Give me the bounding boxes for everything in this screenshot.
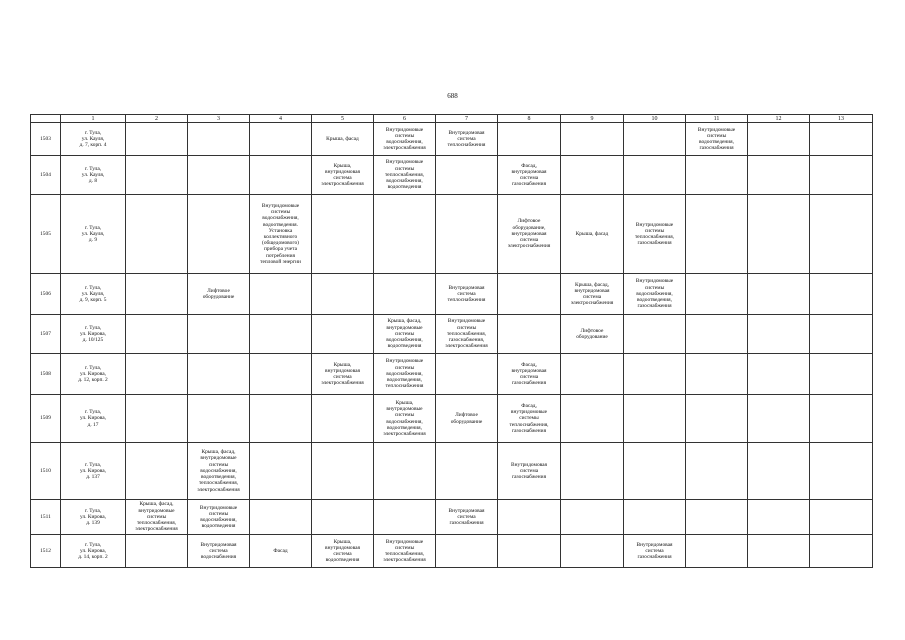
table-row bbox=[31, 395, 873, 443]
page-number: 688 bbox=[447, 92, 458, 100]
table-cell bbox=[188, 195, 250, 274]
table-cell bbox=[561, 500, 624, 535]
table-cell bbox=[498, 123, 561, 156]
table-cell bbox=[126, 274, 188, 315]
table-cell bbox=[748, 123, 810, 156]
table-cell bbox=[686, 500, 748, 535]
table-cell bbox=[312, 315, 374, 354]
table-cell: Внутридомовая система газоснабжения bbox=[498, 443, 561, 500]
table-cell bbox=[686, 315, 748, 354]
table-cell bbox=[810, 315, 873, 354]
table-cell bbox=[498, 535, 561, 568]
table-cell bbox=[126, 156, 188, 195]
table-cell bbox=[748, 354, 810, 395]
table-cell: Крыша, фасад, внутридомовые системы водоснабжения, водоотведения, теплоснабжения, электроснабжения bbox=[188, 443, 250, 500]
table-cell bbox=[312, 443, 374, 500]
table-cell bbox=[810, 123, 873, 156]
table-cell bbox=[188, 395, 250, 443]
table-cell bbox=[126, 315, 188, 354]
table-cell: Внутридомовые системы водоснабжения, водоотведения, теплоснабжения bbox=[374, 354, 436, 395]
table-cell bbox=[810, 500, 873, 535]
table-cell bbox=[810, 395, 873, 443]
header-cell: 1 bbox=[61, 115, 126, 123]
table-row bbox=[31, 195, 873, 274]
table-cell bbox=[312, 500, 374, 535]
table-cell: Фасад, внутридомовая система газоснабжения bbox=[498, 156, 561, 195]
table-cell bbox=[436, 354, 498, 395]
table-cell bbox=[374, 443, 436, 500]
address-cell: г. Тула, ул. Кауля, д. 7, корп. 4 bbox=[61, 123, 126, 156]
table-cell: Фасад, внутридомовые системы теплоснабжения, газоснабжения bbox=[498, 395, 561, 443]
row-number: 1510 bbox=[31, 443, 61, 500]
table-row bbox=[31, 443, 873, 500]
table-row bbox=[31, 315, 873, 354]
table-cell bbox=[686, 354, 748, 395]
table-cell bbox=[126, 354, 188, 395]
table-cell bbox=[686, 395, 748, 443]
table-cell bbox=[436, 443, 498, 500]
table-cell bbox=[810, 274, 873, 315]
table-row bbox=[31, 156, 873, 195]
table-cell bbox=[374, 195, 436, 274]
table-cell bbox=[810, 156, 873, 195]
table-cell bbox=[250, 395, 312, 443]
table-cell bbox=[126, 195, 188, 274]
header-cell: 9 bbox=[561, 115, 624, 123]
row-number: 1512 bbox=[31, 535, 61, 568]
table-cell: Крыша, фасад bbox=[312, 123, 374, 156]
table-cell bbox=[748, 195, 810, 274]
table-cell: Внутридомовые системы теплоснабжения, электроснабжения bbox=[374, 535, 436, 568]
table-cell bbox=[498, 315, 561, 354]
table-cell: Крыша, внутридомовая система водоотведения bbox=[312, 535, 374, 568]
table-cell bbox=[686, 156, 748, 195]
table-cell bbox=[188, 354, 250, 395]
table-cell bbox=[624, 315, 686, 354]
table-cell bbox=[250, 443, 312, 500]
header-cell: 5 bbox=[312, 115, 374, 123]
table-cell bbox=[188, 315, 250, 354]
table-cell: Крыша, внутридомовые системы водоснабжения, водоотведения, электроснабжения bbox=[374, 395, 436, 443]
table-cell bbox=[188, 123, 250, 156]
table-cell: Крыша, фасад, внутридомовые системы теплоснабжения, электроснабжения bbox=[126, 500, 188, 535]
table-cell bbox=[624, 500, 686, 535]
row-number: 1507 bbox=[31, 315, 61, 354]
table-cell: Крыша, внутридомовая система электроснабжения bbox=[312, 156, 374, 195]
table-cell bbox=[748, 315, 810, 354]
address-cell: г. Тула, ул. Кирова, д. 10/125 bbox=[61, 315, 126, 354]
address-cell: г. Тула, ул. Кирова, д. 14, корп. 2 bbox=[61, 535, 126, 568]
header-cell: 10 bbox=[624, 115, 686, 123]
row-number: 1504 bbox=[31, 156, 61, 195]
header-cell: 3 bbox=[188, 115, 250, 123]
table-cell: Фасад, внутридомовая система газоснабжения bbox=[498, 354, 561, 395]
header-cell: 8 bbox=[498, 115, 561, 123]
table-cell bbox=[748, 274, 810, 315]
table-cell: Внутридомовые системы водоотведения, газоснабжения bbox=[686, 123, 748, 156]
table-cell bbox=[748, 535, 810, 568]
table-cell: Внутридомовые системы водоснабжения, водоотведения. Установка коллективного (общедомового) прибора учета потребления тепловой энергии bbox=[250, 195, 312, 274]
table-cell bbox=[561, 354, 624, 395]
table-cell bbox=[498, 500, 561, 535]
table-cell bbox=[810, 535, 873, 568]
table-cell bbox=[561, 395, 624, 443]
header-cell: 2 bbox=[126, 115, 188, 123]
table-row bbox=[31, 123, 873, 156]
table-cell bbox=[250, 500, 312, 535]
table-cell bbox=[624, 156, 686, 195]
header-cell: 13 bbox=[810, 115, 873, 123]
table-cell: Внутридомовая система теплоснабжения bbox=[436, 123, 498, 156]
table-cell: Крыша, фасад bbox=[561, 195, 624, 274]
table-cell bbox=[748, 156, 810, 195]
table-cell: Внутридомовые системы водоснабжения, электроснабжения bbox=[374, 123, 436, 156]
header-cell: 11 bbox=[686, 115, 748, 123]
table-cell: Лифтовое оборудование bbox=[561, 315, 624, 354]
table-cell bbox=[126, 123, 188, 156]
table-cell: Внутридомовая система газоснабжения bbox=[436, 500, 498, 535]
table-cell bbox=[748, 500, 810, 535]
table-cell bbox=[436, 195, 498, 274]
table-cell bbox=[810, 354, 873, 395]
address-cell: г. Тула, ул. Кирова, д. 139 bbox=[61, 500, 126, 535]
row-number: 1509 bbox=[31, 395, 61, 443]
table-cell: Внутридомовые системы теплоснабжения, водоснабжения, водоотведения bbox=[374, 156, 436, 195]
row-number: 1505 bbox=[31, 195, 61, 274]
table-cell bbox=[126, 395, 188, 443]
header-cell: 7 bbox=[436, 115, 498, 123]
table-row bbox=[31, 274, 873, 315]
repair-schedule-table bbox=[30, 114, 873, 568]
address-cell: г. Тула, ул. Кауля, д. 9, корп. 5 bbox=[61, 274, 126, 315]
table-cell bbox=[624, 354, 686, 395]
table-cell bbox=[810, 195, 873, 274]
table-cell: Внутридомовые системы теплоснабжения, газоснабжения, электроснабжения bbox=[436, 315, 498, 354]
header-cell bbox=[31, 115, 61, 123]
table-row bbox=[31, 535, 873, 568]
table-cell bbox=[188, 156, 250, 195]
table-cell bbox=[686, 274, 748, 315]
header-cell: 4 bbox=[250, 115, 312, 123]
table-cell bbox=[250, 274, 312, 315]
table-cell bbox=[561, 535, 624, 568]
table-cell: Крыша, внутридомовая система электроснабжения bbox=[312, 354, 374, 395]
table-cell bbox=[312, 274, 374, 315]
table-cell bbox=[374, 274, 436, 315]
table-cell: Внутридомовая система теплоснабжения bbox=[436, 274, 498, 315]
table-cell bbox=[624, 123, 686, 156]
address-cell: г. Тула, ул. Кирова, д. 137 bbox=[61, 443, 126, 500]
row-number: 1503 bbox=[31, 123, 61, 156]
table-cell: Внутридомовые системы теплоснабжения, газоснабжения bbox=[624, 195, 686, 274]
address-cell: г. Тула, ул. Кауля, д. 8 bbox=[61, 156, 126, 195]
header-cell: 6 bbox=[374, 115, 436, 123]
table-cell bbox=[126, 535, 188, 568]
table-cell: Крыша, фасад, внутридомовая система электроснабжения bbox=[561, 274, 624, 315]
table-cell bbox=[748, 395, 810, 443]
table-cell bbox=[312, 195, 374, 274]
table-cell bbox=[250, 354, 312, 395]
table-cell bbox=[624, 443, 686, 500]
table-row bbox=[31, 354, 873, 395]
table-cell bbox=[498, 274, 561, 315]
table-row bbox=[31, 500, 873, 535]
table-cell bbox=[312, 395, 374, 443]
table-cell bbox=[686, 443, 748, 500]
table-cell: Лифтовое оборудование, внутридомовая система электроснабжения bbox=[498, 195, 561, 274]
table-header-row bbox=[31, 115, 873, 123]
table-cell: Внутридомовые системы водоснабжения, водоотведения, газоснабжения bbox=[624, 274, 686, 315]
address-cell: г. Тула, ул. Кирова, д. 12, корп. 2 bbox=[61, 354, 126, 395]
table-cell bbox=[561, 123, 624, 156]
table-cell bbox=[686, 195, 748, 274]
table-cell bbox=[748, 443, 810, 500]
row-number: 1511 bbox=[31, 500, 61, 535]
table-cell bbox=[686, 535, 748, 568]
table-cell: Лифтовое оборудование bbox=[436, 395, 498, 443]
table-cell bbox=[126, 443, 188, 500]
table-cell: Внутридомовая система газоснабжения bbox=[624, 535, 686, 568]
table-cell bbox=[436, 535, 498, 568]
address-cell: г. Тула, ул. Кирова, д. 17 bbox=[61, 395, 126, 443]
table-cell: Внутридомовые системы водоснабжения, водоотведения bbox=[188, 500, 250, 535]
table-cell bbox=[250, 315, 312, 354]
table-cell: Крыша, фасад, внутридомовые системы водоснабжения, водоотведения bbox=[374, 315, 436, 354]
address-cell: г. Тула, ул. Кауля, д. 9 bbox=[61, 195, 126, 274]
row-number: 1506 bbox=[31, 274, 61, 315]
table-cell: Фасад bbox=[250, 535, 312, 568]
table-cell bbox=[810, 443, 873, 500]
table-cell bbox=[374, 500, 436, 535]
table-cell bbox=[436, 156, 498, 195]
table-cell bbox=[561, 443, 624, 500]
table-cell: Лифтовое оборудование bbox=[188, 274, 250, 315]
table-cell bbox=[250, 156, 312, 195]
table-cell bbox=[561, 156, 624, 195]
header-cell: 12 bbox=[748, 115, 810, 123]
table-cell: Внутридомовая система водоснабжения bbox=[188, 535, 250, 568]
row-number: 1508 bbox=[31, 354, 61, 395]
table-cell bbox=[250, 123, 312, 156]
table-cell bbox=[624, 395, 686, 443]
